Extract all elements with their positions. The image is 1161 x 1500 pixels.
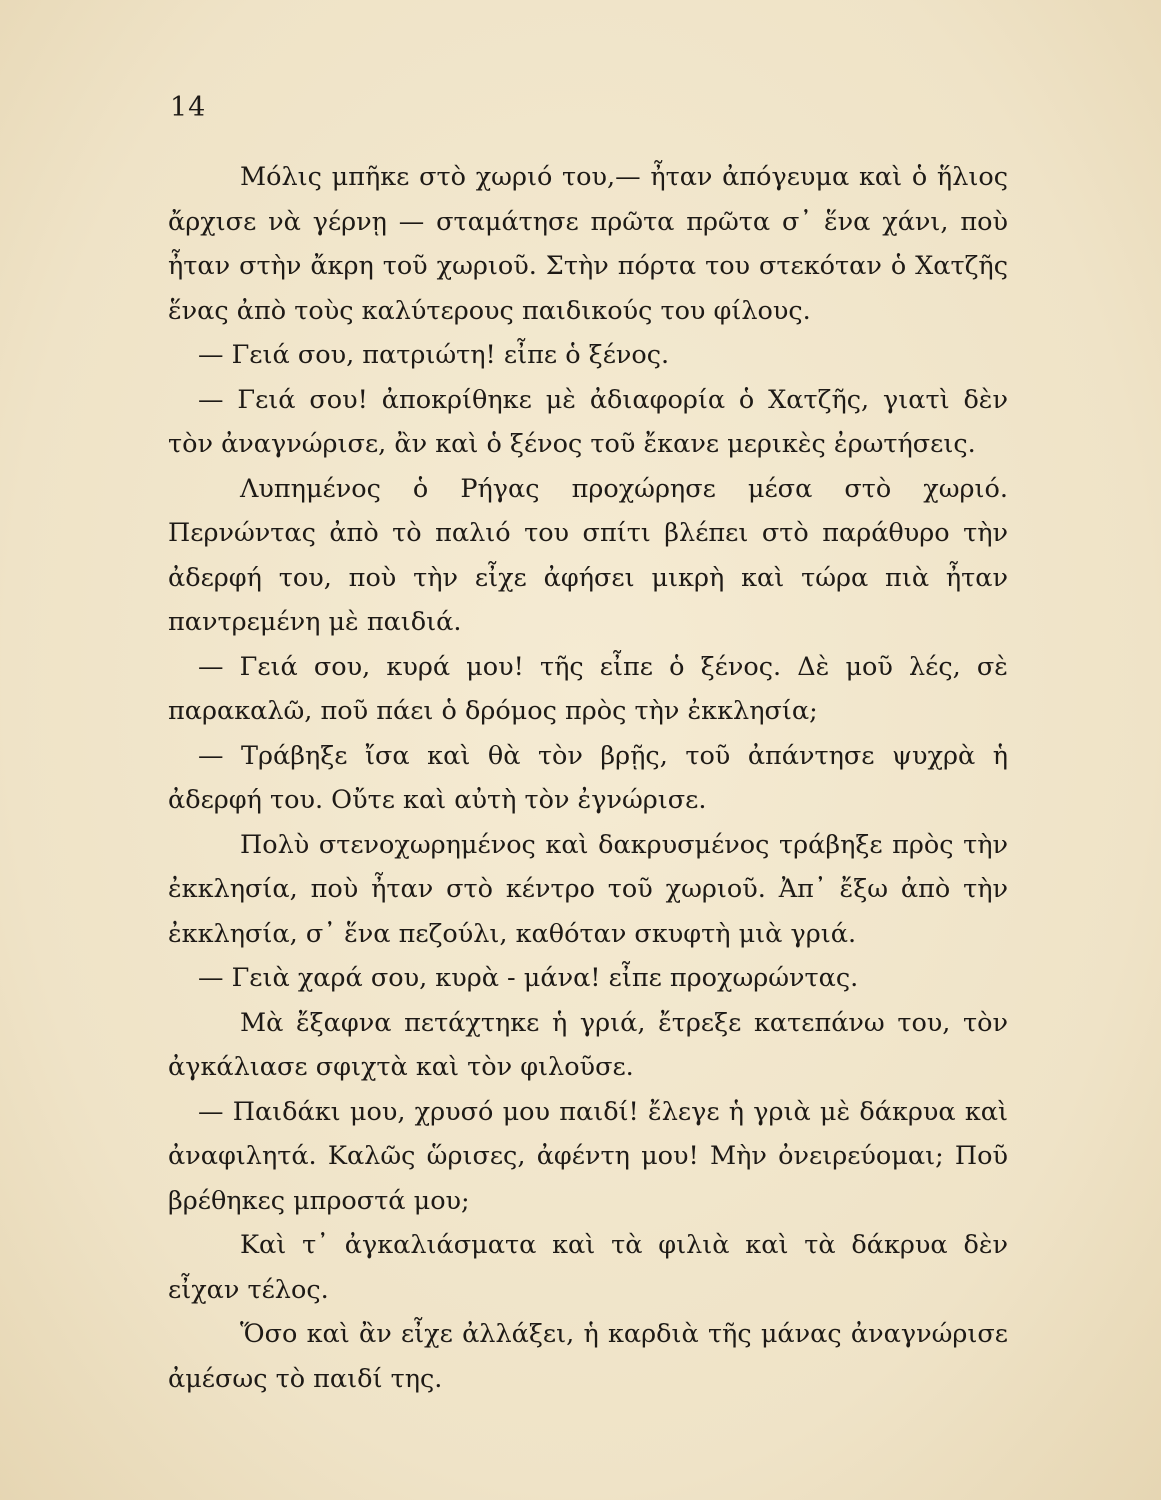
dialogue-line: — Γειά σου, κυρά μου! τῆς εἶπε ὁ ξένος. Δὲ μοῦ λές, σὲ παρακαλῶ, ποῦ πάει ὁ δρόμος πρὸς τὴν ἐκκλησία; [168, 651, 1008, 726]
page-number: 14 [170, 92, 207, 123]
dialogue-line: — Γειά σου! ἀποκρίθηκε μὲ ἀδιαφορία ὁ Χατζῆς, γιατὶ δὲν τὸν ἀναγνώρισε, ἂν καὶ ὁ ξένος τοῦ ἔκανε μερικὲς ἐρωτήσεις. [168, 384, 1008, 459]
paragraph: Καὶ τ᾽ ἀγκαλιάσματα καὶ τὰ φιλιὰ καὶ τὰ δάκρυα δὲν εἶχαν τέλος. [168, 1230, 1008, 1305]
paragraph: Ὅσο καὶ ἂν εἶχε ἀλλάξει, ἡ καρδιὰ τῆς μάνας ἀναγνώρισε ἀμέσως τὸ παιδί της. [168, 1319, 1008, 1394]
dialogue-line: — Τράβηξε ἴσα καὶ θὰ τὸν βρῇς, τοῦ ἀπάντησε ψυχρὰ ἡ ἀδερφή του. Οὔτε καὶ αὐτὴ τὸν ἐγνώρισε. [168, 740, 1008, 815]
paragraph: Πολὺ στενοχωρημένος καὶ δακρυσμένος τράβηξε πρὸς τὴν ἐκκλησία, ποὺ ἦταν στὸ κέντρο τοῦ χωριοῦ. Ἀπ᾽ ἔξω ἀπὸ τὴν ἐκκλησία, σ᾽ ἕνα πεζούλι, καθόταν σκυφτὴ μιὰ γριά. [168, 829, 1008, 949]
paragraph: Μόλις μπῆκε στὸ χωριό του,— ἦταν ἀπόγευμα καὶ ὁ ἥλιος ἄρχισε νὰ γέρνῃ — σταμάτησε πρῶτα πρῶτα σ᾽ ἕνα χάνι, ποὺ ἦταν στὴν ἄκρη τοῦ χωριοῦ. Στὴν πόρτα του στεκόταν ὁ Χατζῆς ἕνας ἀπὸ τοὺς καλύτερους παιδικούς του φίλους. [168, 162, 1008, 326]
dialogue-line: — Γειὰ χαρά σου, κυρὰ - μάνα! εἶπε προχωρώντας. [198, 963, 859, 993]
paragraph: Λυπημένος ὁ Ρήγας προχώρησε μέσα στὸ χωριό. Περνώντας ἀπὸ τὸ παλιό του σπίτι βλέπει στὸ παράθυρο τὴν ἀδερφή του, ποὺ τὴν εἶχε ἀφήσει μικρὴ καὶ τώρα πιὰ ἦταν παντρεμένη μὲ παιδιά. [168, 473, 1008, 637]
dialogue-line: — Γειά σου, πατριώτη! εἶπε ὁ ξένος. [198, 340, 670, 370]
paragraph: Μὰ ἔξαφνα πετάχτηκε ἡ γριά, ἔτρεξε κατεπάνω του, τὸν ἀγκάλιασε σφιχτὰ καὶ τὸν φιλοῦσε. [168, 1007, 1008, 1082]
dialogue-line: — Παιδάκι μου, χρυσό μου παιδί! ἔλεγε ἡ γριὰ μὲ δάκρυα καὶ ἀναφιλητά. Καλῶς ὥρισες, ἀφέντη μου! Μὴν ὀνειρεύομαι; Ποῦ βρέθηκες μπροστά μου; [168, 1096, 1008, 1216]
body-text [168, 155, 1008, 1401]
